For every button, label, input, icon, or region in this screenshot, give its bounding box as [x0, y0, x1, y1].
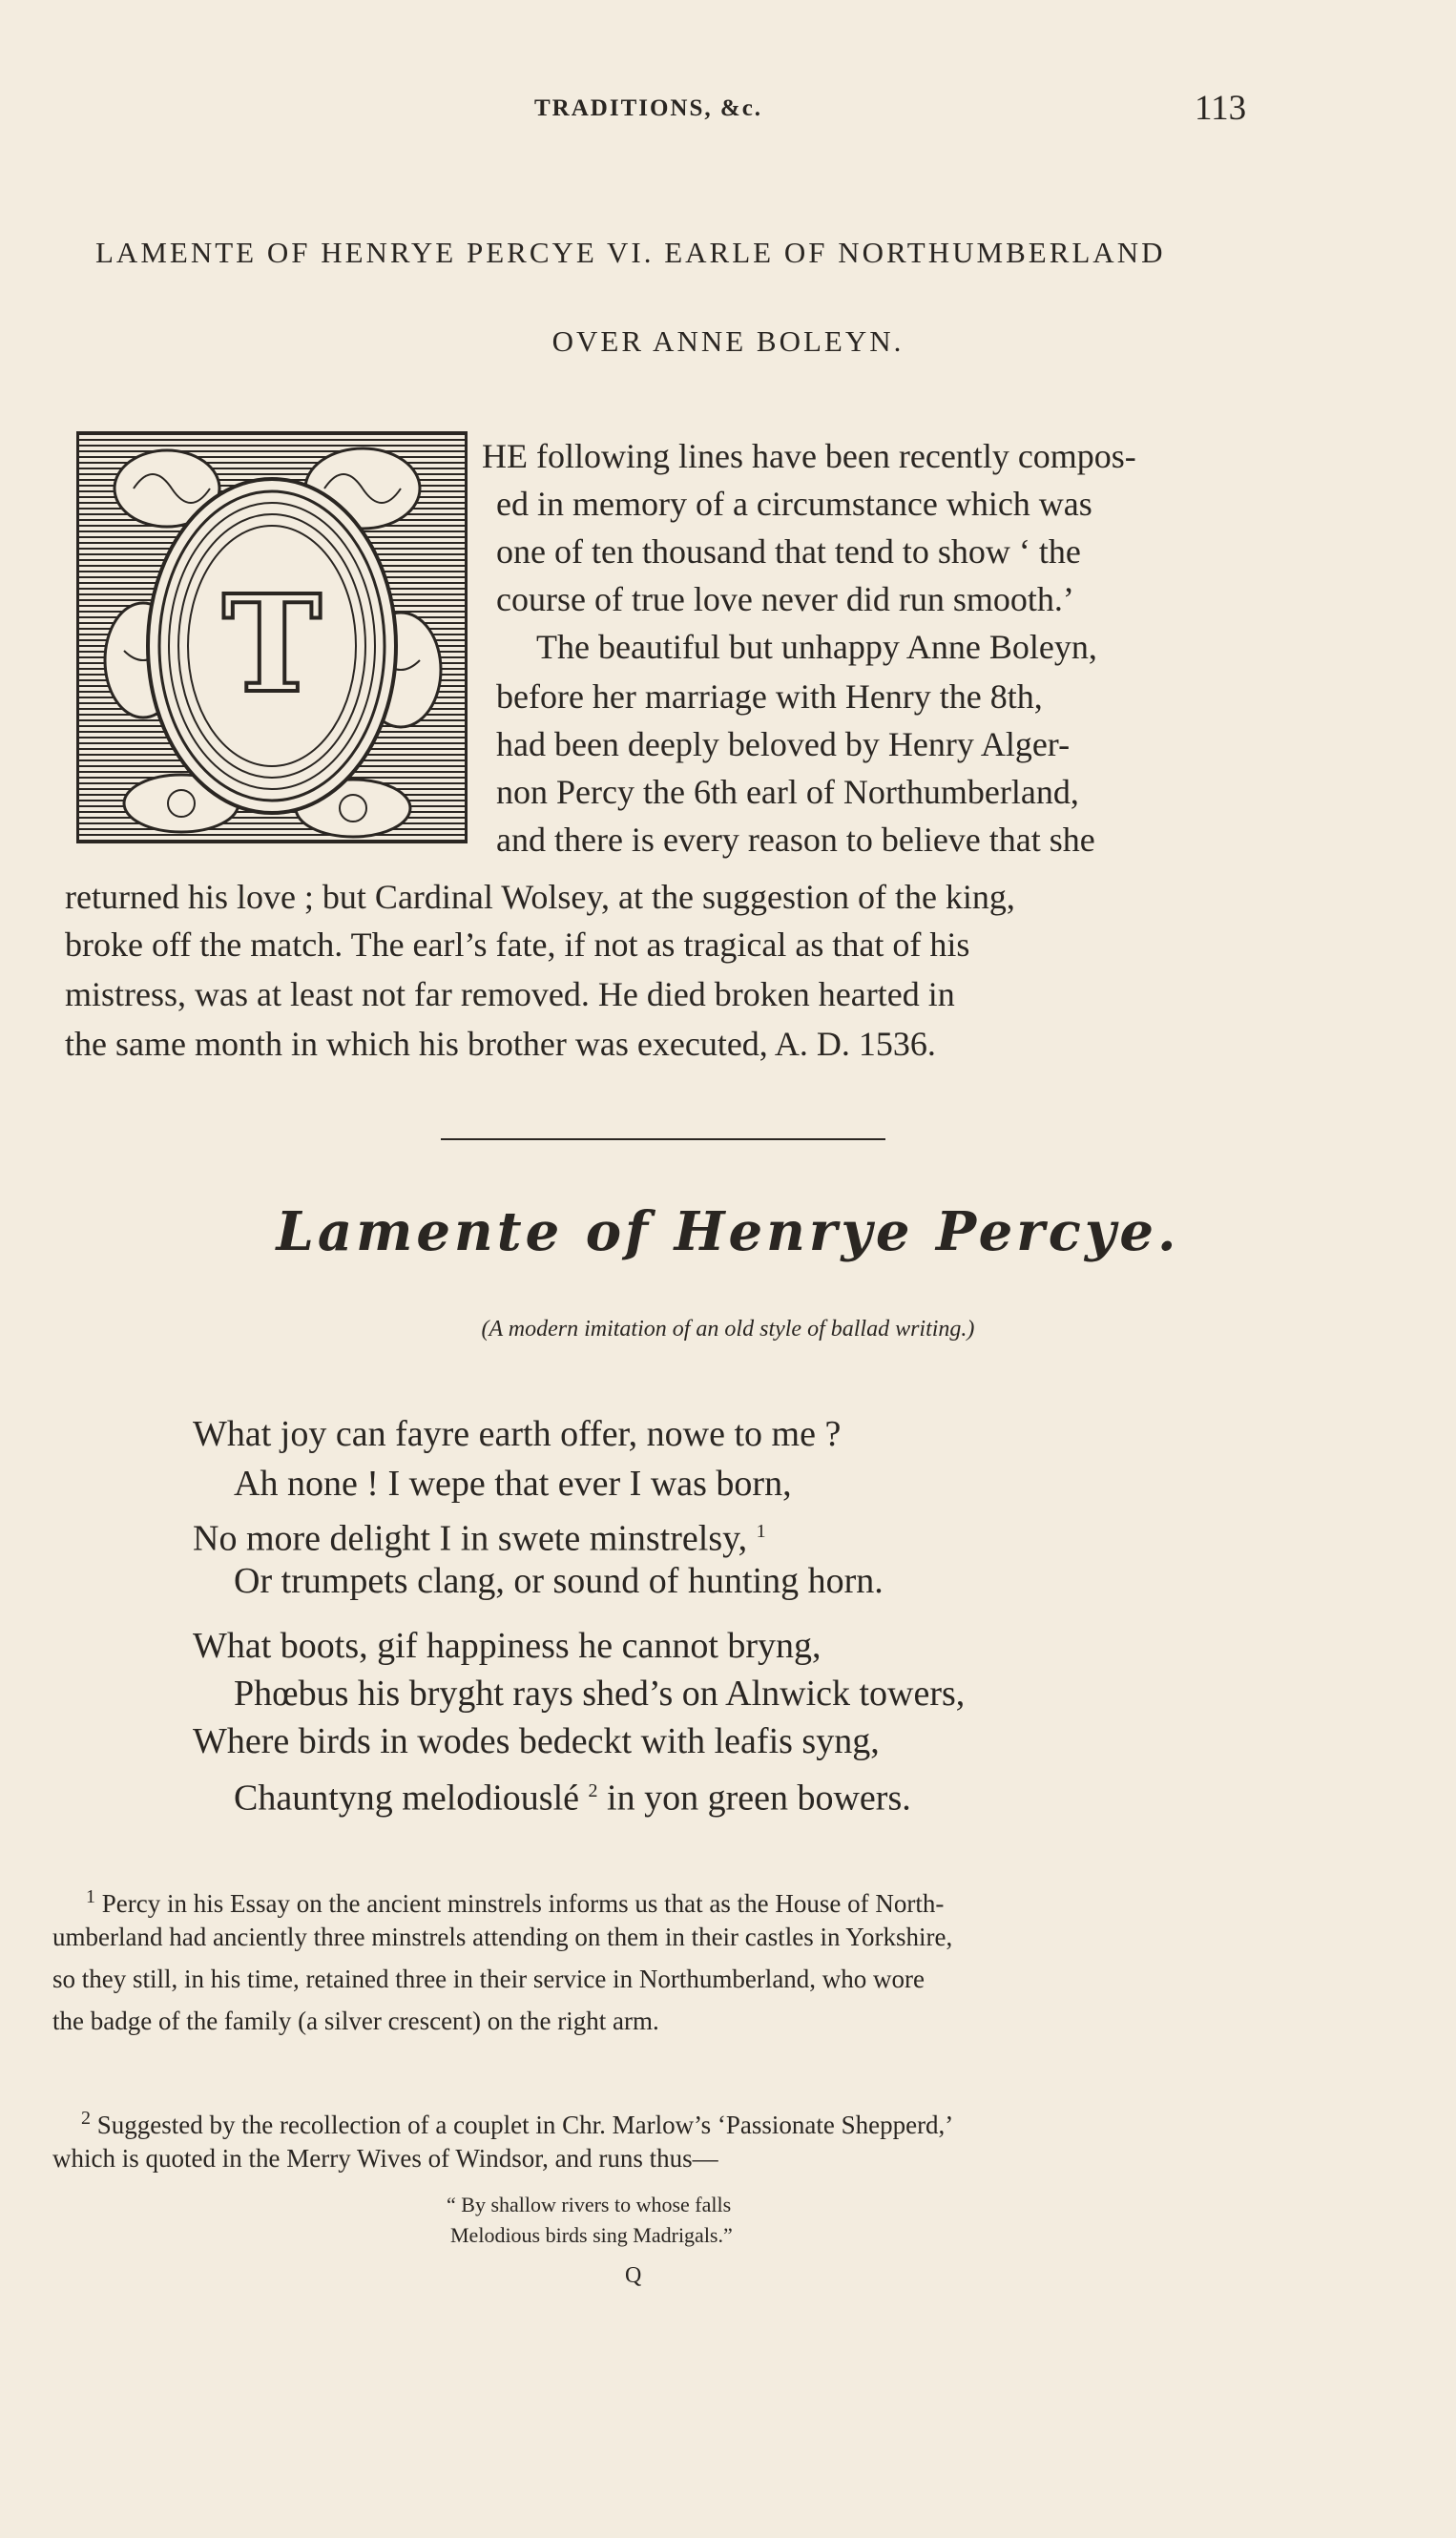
drop-cap-letter: T [221, 567, 322, 723]
verse-line [234, 1769, 911, 1820]
footnote-marker: 2 [81, 2108, 91, 2129]
footnote-line: umberland had anciently three minstrels attending on them in their castles in Yorkshire, [52, 1923, 953, 1951]
intro-line: non Percy the 6th earl of Northumberland, [496, 773, 1079, 811]
intro-line: HE following lines have been recently compos- [482, 437, 1136, 475]
intro-line: before her marriage with Henry the 8th, [496, 677, 1043, 716]
signature-mark: Q [625, 2263, 642, 2288]
verse-text: Or trumpets clang, or sound of hunting horn. [234, 1561, 884, 1601]
footnote-line: which is quoted in the Merry Wives of Windsor, and runs thus— [52, 2144, 718, 2173]
verse-line [234, 1672, 965, 1716]
footnote-line: so they still, in his time, retained three in their service in Northumberland, who wore [52, 1965, 926, 1993]
verse-line [234, 1559, 884, 1603]
running-head [0, 88, 1456, 126]
intro-line: returned his love ; but Cardinal Wolsey, at the suggestion of the king, [65, 878, 1015, 916]
quoted-couplet-line: Melodious birds sing Madrigals.” [450, 2223, 733, 2247]
verse-text: No more delight I in swete minstrelsy, [193, 1518, 757, 1559]
footnote-text: Suggested by the recollection of a couplet in Chr. Marlow’s ‘Passionate Shepperd,’ [91, 2111, 954, 2139]
verse-line [193, 1412, 841, 1456]
verse-text: What boots, gif happiness he cannot bryng, [193, 1626, 822, 1666]
verse-text: in yon green bowers. [597, 1778, 911, 1819]
article-title: LAMENTE OF HENRYE PERCYE VI. EARLE OF NORTHUMBERLAND [95, 236, 1166, 269]
verse-line [193, 1509, 766, 1561]
intro-line: The beautiful but unhappy Anne Boleyn, [536, 628, 1097, 666]
verse-line [193, 1624, 822, 1668]
footnote-line [86, 1880, 944, 1921]
footnote-text: Percy in his Essay on the ancient minstrels informs us that as the House of North- [95, 1889, 945, 1918]
verse-text: Where birds in wodes bedeckt with leafis syng, [193, 1721, 880, 1761]
page-number: 113 [1195, 89, 1247, 128]
intro-line: one of ten thousand that tend to show ‘ the [496, 532, 1081, 571]
running-title: TRADITIONS, &c. [534, 95, 763, 121]
intro-line: the same month in which his brother was executed, A. D. 1536. [65, 1025, 936, 1063]
article-subtitle: OVER ANNE BOLEYN. [551, 324, 905, 358]
intro-line: ed in memory of a circumstance which was [496, 485, 1092, 523]
footnote-marker: 1 [756, 1521, 766, 1542]
verse-text: Phœbus his bryght rays shed’s on Alnwick towers, [234, 1674, 966, 1714]
verse-line [193, 1719, 880, 1763]
verse-text: What joy can fayre earth offer, nowe to me ? [193, 1414, 842, 1454]
verse-text: Chauntyng melodiouslé [234, 1778, 589, 1819]
footnote-line [81, 2101, 953, 2142]
footnote-marker: 2 [588, 1780, 598, 1801]
poem-title: Lamente of Henrye Percye. [276, 1200, 1180, 1263]
decorative-drop-cap [76, 431, 468, 843]
verse-line [234, 1462, 792, 1506]
section-divider [441, 1138, 885, 1140]
footnote-marker: 1 [86, 1886, 95, 1907]
quoted-couplet-line: “ By shallow rivers to whose falls [447, 2193, 732, 2216]
footnote-line: the badge of the family (a silver crescent) on the right arm. [52, 2007, 659, 2035]
intro-line: had been deeply beloved by Henry Alger- [496, 725, 1071, 763]
intro-line: mistress, was at least not far removed. He died broken hearted in [65, 975, 955, 1013]
poem-note: (A modern imitation of an old style of ballad writing.) [481, 1317, 975, 1342]
intro-line: broke off the match. The earl’s fate, if not as tragical as that of his [65, 926, 970, 964]
intro-line: course of true love never did run smooth.’ [496, 580, 1074, 618]
verse-text: Ah none ! I wepe that ever I was born, [234, 1464, 792, 1504]
intro-line: and there is every reason to believe that she [496, 821, 1095, 859]
